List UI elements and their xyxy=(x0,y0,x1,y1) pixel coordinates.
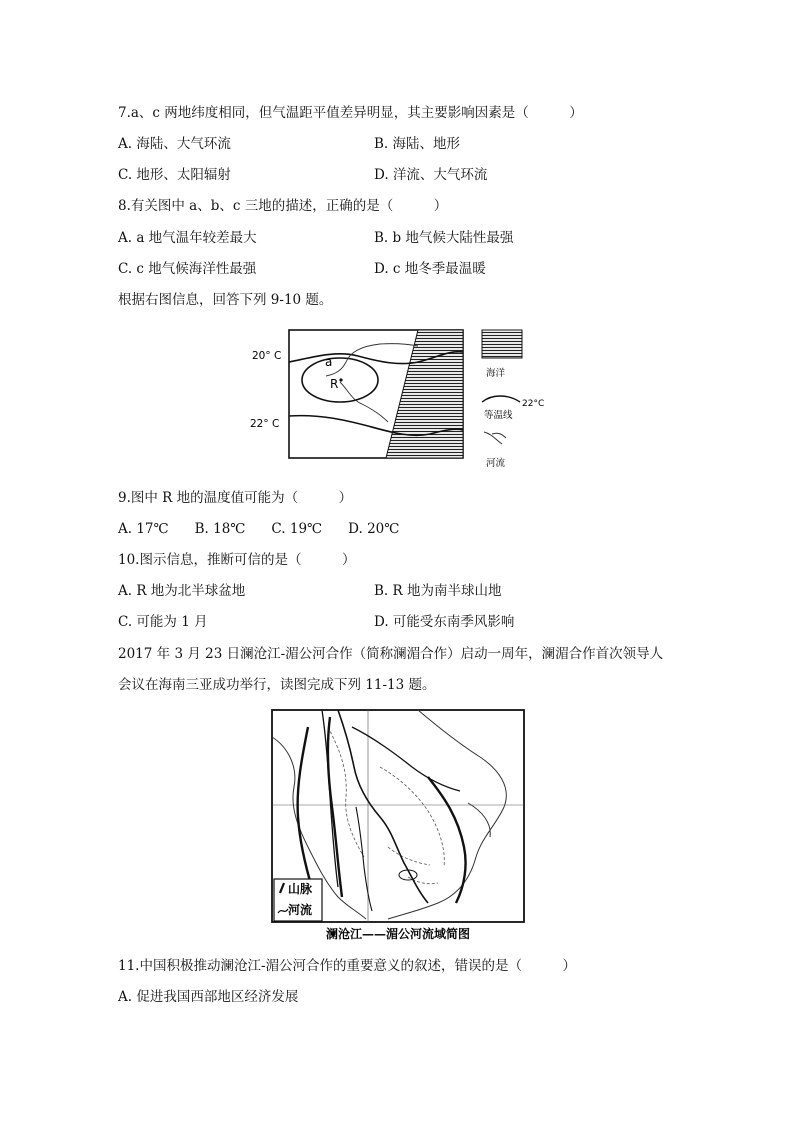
q10-option-d: D. 可能受东南季风影响 xyxy=(374,614,515,630)
latitude-label-bottom: 22° C xyxy=(250,418,280,430)
q8-option-d: D. c 地冬季最温暖 xyxy=(374,261,486,277)
point-R-dot xyxy=(339,378,342,381)
q10-stem: 10.图示信息，推断可信的是（ ） xyxy=(118,552,356,568)
q10-option-a: A. R 地为北半球盆地 xyxy=(118,583,246,599)
q11-stem: 11.中国积极推动澜沧江-湄公河合作的重要意义的叙述，错误的是（ ） xyxy=(118,958,577,974)
q9-stem: 9.图中 R 地的温度值可能为（ ） xyxy=(118,490,353,506)
legend-river-label: 河流 xyxy=(288,903,313,917)
q7-option-c: C. 地形、太阳辐射 xyxy=(118,167,231,183)
label-R: R xyxy=(330,377,339,391)
q9-options xyxy=(118,520,425,538)
mekong-basin-map-figure xyxy=(268,707,528,943)
q9-option-d: D. 20℃ xyxy=(348,521,400,537)
legend-isotherm-label: 等温线 xyxy=(484,410,513,421)
q9-option-b: B. 18℃ xyxy=(194,521,246,537)
intro-9-10: 根据右图信息，回答下列 9-10 题。 xyxy=(118,292,333,308)
q10-option-c: C. 可能为 1 月 xyxy=(118,614,208,630)
q8-option-b: B. b 地气候大陆性最强 xyxy=(374,230,514,246)
q9-option-a: A. 17℃ xyxy=(118,521,169,537)
q8-option-a: A. a 地气温年较差最大 xyxy=(118,230,257,246)
legend-ocean-swatch xyxy=(482,330,522,358)
q7-stem: 7.a、c 两地纬度相同，但气温距平值差异明显，其主要影响因素是（ ） xyxy=(118,105,583,121)
q8-stem: 8.有关图中 a、b、c 三地的描述，正确的是（ ） xyxy=(118,198,448,214)
q10-option-b: B. R 地为南半球山地 xyxy=(374,583,502,599)
intro-11-13-line1: 2017 年 3 月 23 日澜沧江-湄公河合作（简称澜湄合作）启动一周年，澜湄合作首次领导人 xyxy=(118,646,664,662)
legend-isotherm-value: 22°C xyxy=(522,399,545,409)
q7-option-a: A. 海陆、大气环流 xyxy=(118,136,231,152)
q7-option-d: D. 洋流、大气环流 xyxy=(374,167,488,183)
q11-option-a: A. 促进我国西部地区经济发展 xyxy=(118,989,299,1005)
legend-river-line xyxy=(484,432,506,444)
legend-river-label: 河流 xyxy=(486,458,506,469)
legend-isotherm-line xyxy=(482,396,520,402)
legend-mountain-label: 山脉 xyxy=(288,882,313,896)
isotherm-map-figure xyxy=(240,322,560,472)
q8-option-c: C. c 地气候海洋性最强 xyxy=(118,261,257,277)
intro-11-13-line2: 会议在海南三亚成功举行，读图完成下列 11-13 题。 xyxy=(118,677,436,693)
label-a: a xyxy=(325,355,333,369)
q7-option-b: B. 海陆、地形 xyxy=(374,136,461,152)
latitude-label-top: 20° C xyxy=(252,350,282,362)
map2-caption: 澜沧江——湄公河流域简图 xyxy=(325,927,471,941)
q9-option-c: C. 19℃ xyxy=(271,521,323,537)
legend-ocean-label: 海洋 xyxy=(486,368,506,379)
